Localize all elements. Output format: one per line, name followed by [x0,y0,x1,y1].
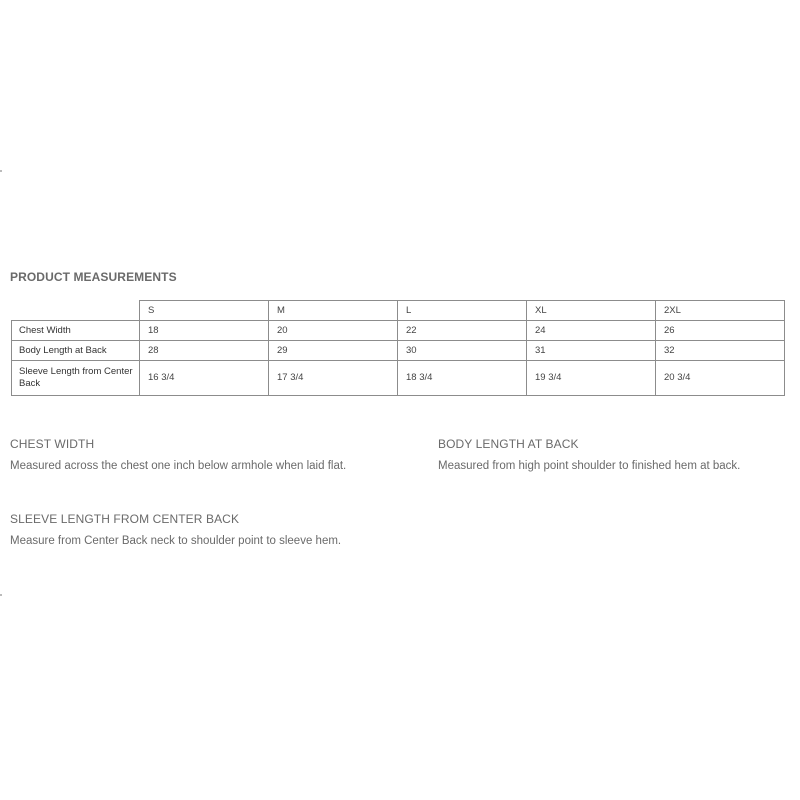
table-cell: 28 [140,341,269,361]
sleeve-length-heading: SLEEVE LENGTH FROM CENTER BACK [10,512,240,526]
size-header-row [12,301,785,321]
table-row-chest-width [12,321,785,341]
table-cell: 24 [527,321,656,341]
size-header-2xl: 2XL [656,301,785,321]
size-header-l: L [398,301,527,321]
table-row-sleeve-length [12,361,785,396]
body-length-heading: BODY LENGTH AT BACK [438,437,579,451]
table-cell: 18 3/4 [398,361,527,396]
table-cell: 20 [269,321,398,341]
size-header-xl: XL [527,301,656,321]
edge-mark [0,170,2,172]
measurements-table [11,300,785,396]
edge-mark [0,594,2,596]
row-label-sleeve-length: Sleeve Length from Center Back [12,361,140,396]
table-cell: 31 [527,341,656,361]
row-label-chest-width: Chest Width [12,321,140,341]
size-header-m: M [269,301,398,321]
table-row-body-length [12,341,785,361]
table-cell: 26 [656,321,785,341]
section-title: PRODUCT MEASUREMENTS [10,270,177,284]
table-cell: 32 [656,341,785,361]
table-cell: 20 3/4 [656,361,785,396]
table-corner [12,301,140,321]
size-header-s: S [140,301,269,321]
body-length-description: Measured from high point shoulder to finished hem at back. [438,460,741,472]
table-cell: 22 [398,321,527,341]
table-cell: 29 [269,341,398,361]
table-cell: 19 3/4 [527,361,656,396]
table-cell: 18 [140,321,269,341]
chest-width-heading: CHEST WIDTH [10,437,95,451]
row-label-body-length: Body Length at Back [12,341,140,361]
chest-width-description: Measured across the chest one inch below armhole when laid flat. [10,460,347,472]
sleeve-length-description: Measure from Center Back neck to shoulder point to sleeve hem. [10,535,342,547]
table-cell: 16 3/4 [140,361,269,396]
table-cell: 30 [398,341,527,361]
table-cell: 17 3/4 [269,361,398,396]
